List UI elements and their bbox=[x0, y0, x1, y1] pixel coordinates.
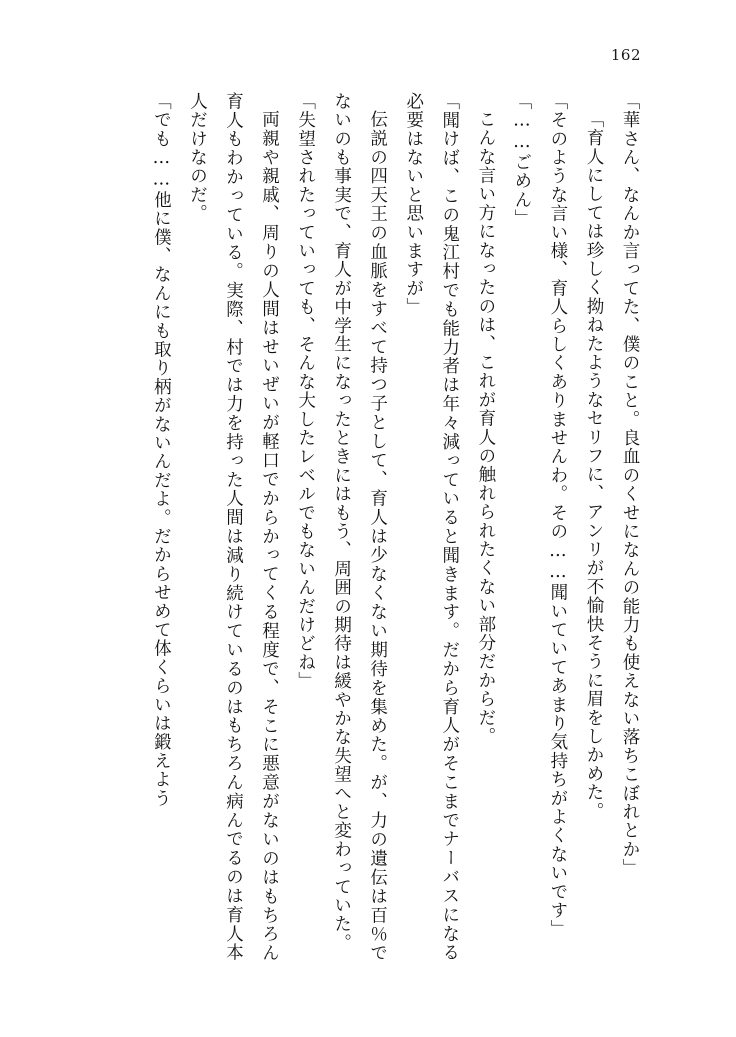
paragraph: 「でも……他に僕、なんにも取り柄がないんだよ。だからせめて体くらいは鍛えよう bbox=[151, 92, 172, 808]
paragraph: 「聞けば、この鬼江村でも能力者は年々減っていると聞きます。だから育人がそこまでナーバスになる必要はないと思いますが」 bbox=[403, 92, 460, 962]
paragraph: 「華さん、なんか言ってた、僕のこと。良血のくせになんの能力も使えない落ちこぼれとか」 bbox=[620, 92, 640, 878]
paragraph: 「……ごめん」 bbox=[511, 92, 532, 228]
paragraph: 伝説の四天王の血脈をすべて持つ子として、育人は少なくない期待を集めた。が、力の遺伝は百％でないのも事実で、育人が中学生になったときにはもう、周囲の期待は緩やかな失望へと変わっていた。 bbox=[331, 92, 388, 962]
paragraph: 「そのような言い様、育人らしくありませんわ。その……聞いていてあまり気持ちがよくないです」 bbox=[547, 92, 568, 939]
paragraph: 両親や親戚、周りの人間はせいぜいが軽口でからかってくる程度で、そこに悪意がないのはもちろん育人もわかっている。実際、村では力を持った人間は減り続けているのはもちろん病んでるのは育人本人だけなのだ。 bbox=[187, 92, 280, 962]
paragraph: 「育人にしては珍しく拗ねたようなセリフに、アンリが不愉快そうに眉をしかめた。 bbox=[583, 109, 604, 821]
paragraph: 「失望されたっていっても、そんな大したレベルでもないんだけどね」 bbox=[295, 92, 316, 691]
page-number: 162 bbox=[610, 46, 641, 64]
paragraph: こんな言い方になったのは、これが育人の触れられたくない部分だからだ。 bbox=[475, 109, 496, 746]
body-text bbox=[88, 92, 648, 962]
